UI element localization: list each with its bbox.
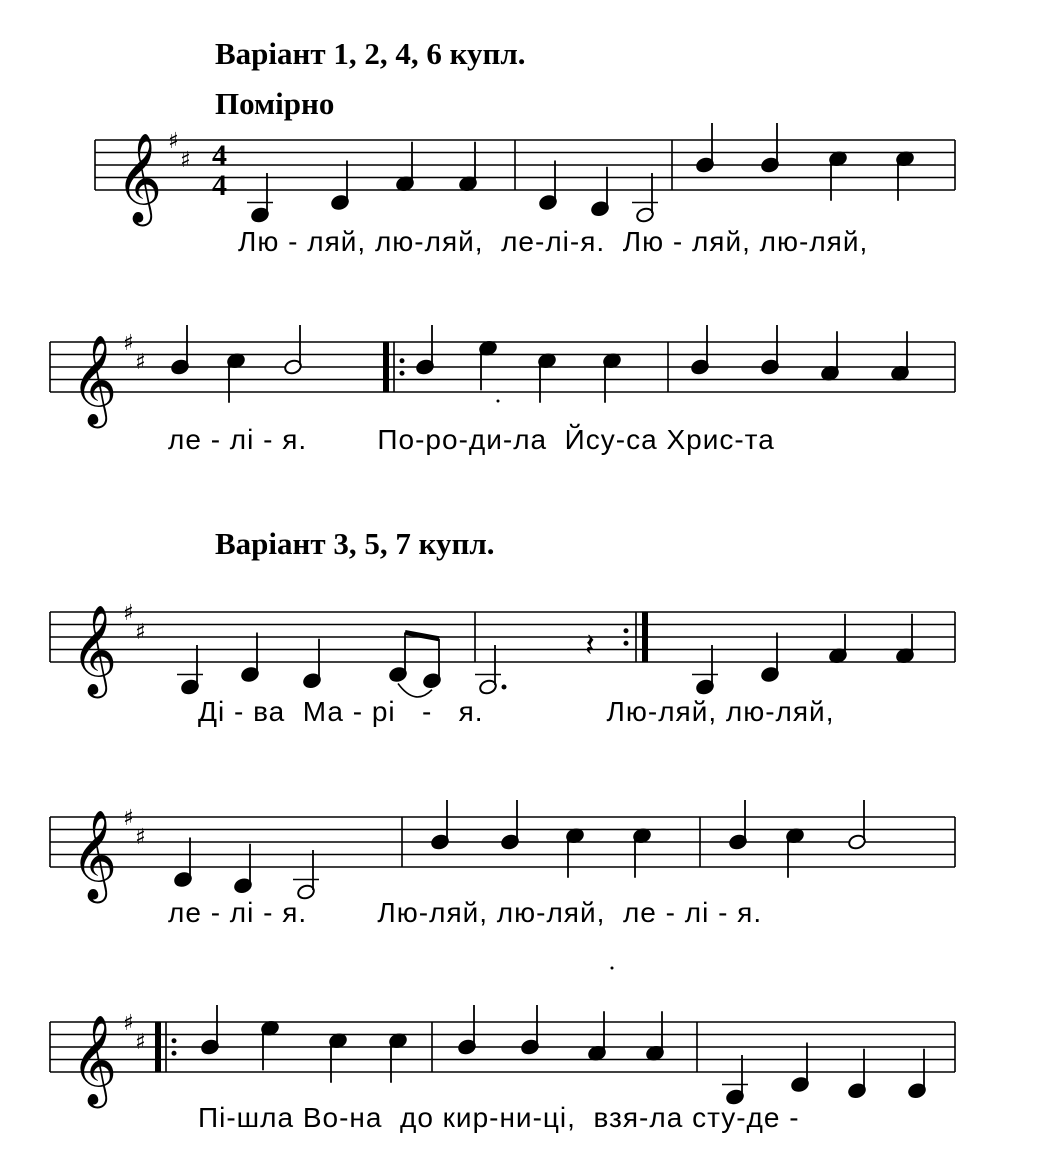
repeat-dot	[624, 628, 629, 633]
sharp-icon: ♯	[135, 1030, 146, 1055]
repeat-dot	[400, 358, 405, 363]
tempo-marking: Помірно	[215, 86, 335, 121]
repeat-thick-bar	[383, 342, 389, 392]
sharp-icon: ♯	[123, 601, 134, 626]
beam	[405, 633, 439, 639]
sharp-icon: ♯	[180, 148, 191, 173]
variant-2-heading: Варіант 3, 5, 7 купл.	[215, 526, 495, 561]
sharp-icon: ♯	[135, 350, 146, 375]
sharp-icon: ♯	[123, 331, 134, 356]
repeat-dot	[400, 371, 405, 376]
sharp-icon: ♯	[123, 1011, 134, 1036]
lyrics-line-4: ле - лі - я. Лю-ляй, лю-ляй, ле - лі - я.	[168, 897, 763, 928]
lyrics-line-5: Пі-шла Во-на до кир-ни-ці, взя-ла сту-де -	[198, 1102, 800, 1133]
repeat-dot	[172, 1038, 177, 1043]
print-speck	[497, 400, 500, 403]
treble-clef-icon: 𝄞	[71, 335, 118, 425]
repeat-thick-bar	[155, 1022, 161, 1072]
repeat-thick-bar	[642, 612, 648, 662]
time-signature-top: 4	[212, 139, 227, 172]
repeat-dot	[172, 1051, 177, 1056]
treble-clef-icon: 𝄞	[116, 133, 163, 223]
sharp-icon: ♯	[135, 825, 146, 850]
sharp-icon: ♯	[123, 806, 134, 831]
print-speck	[611, 967, 614, 970]
repeat-dot	[624, 641, 629, 646]
treble-clef-icon: 𝄞	[71, 810, 118, 900]
variant-1-heading: Варіант 1, 2, 4, 6 купл.	[215, 36, 526, 71]
sharp-icon: ♯	[135, 620, 146, 645]
lyrics-line-1: Лю - ляй, лю-ляй, ле-лі-я. Лю - ляй, лю-ляй,	[238, 226, 869, 257]
quarter-rest-icon: 𝄽	[585, 626, 595, 664]
lyrics-line-3: Ді - ва Ма - рі - я. Лю-ляй, лю-ляй,	[198, 696, 835, 727]
dot	[502, 685, 507, 690]
lyrics-line-2: ле - лі - я. По-ро-ди-ла Йсу-са Хрис-та	[168, 424, 775, 455]
sharp-icon: ♯	[168, 129, 179, 154]
time-signature-bottom: 4	[212, 169, 227, 202]
treble-clef-icon: 𝄞	[71, 1015, 118, 1105]
score-notation	[50, 123, 955, 1109]
treble-clef-icon: 𝄞	[71, 605, 118, 695]
